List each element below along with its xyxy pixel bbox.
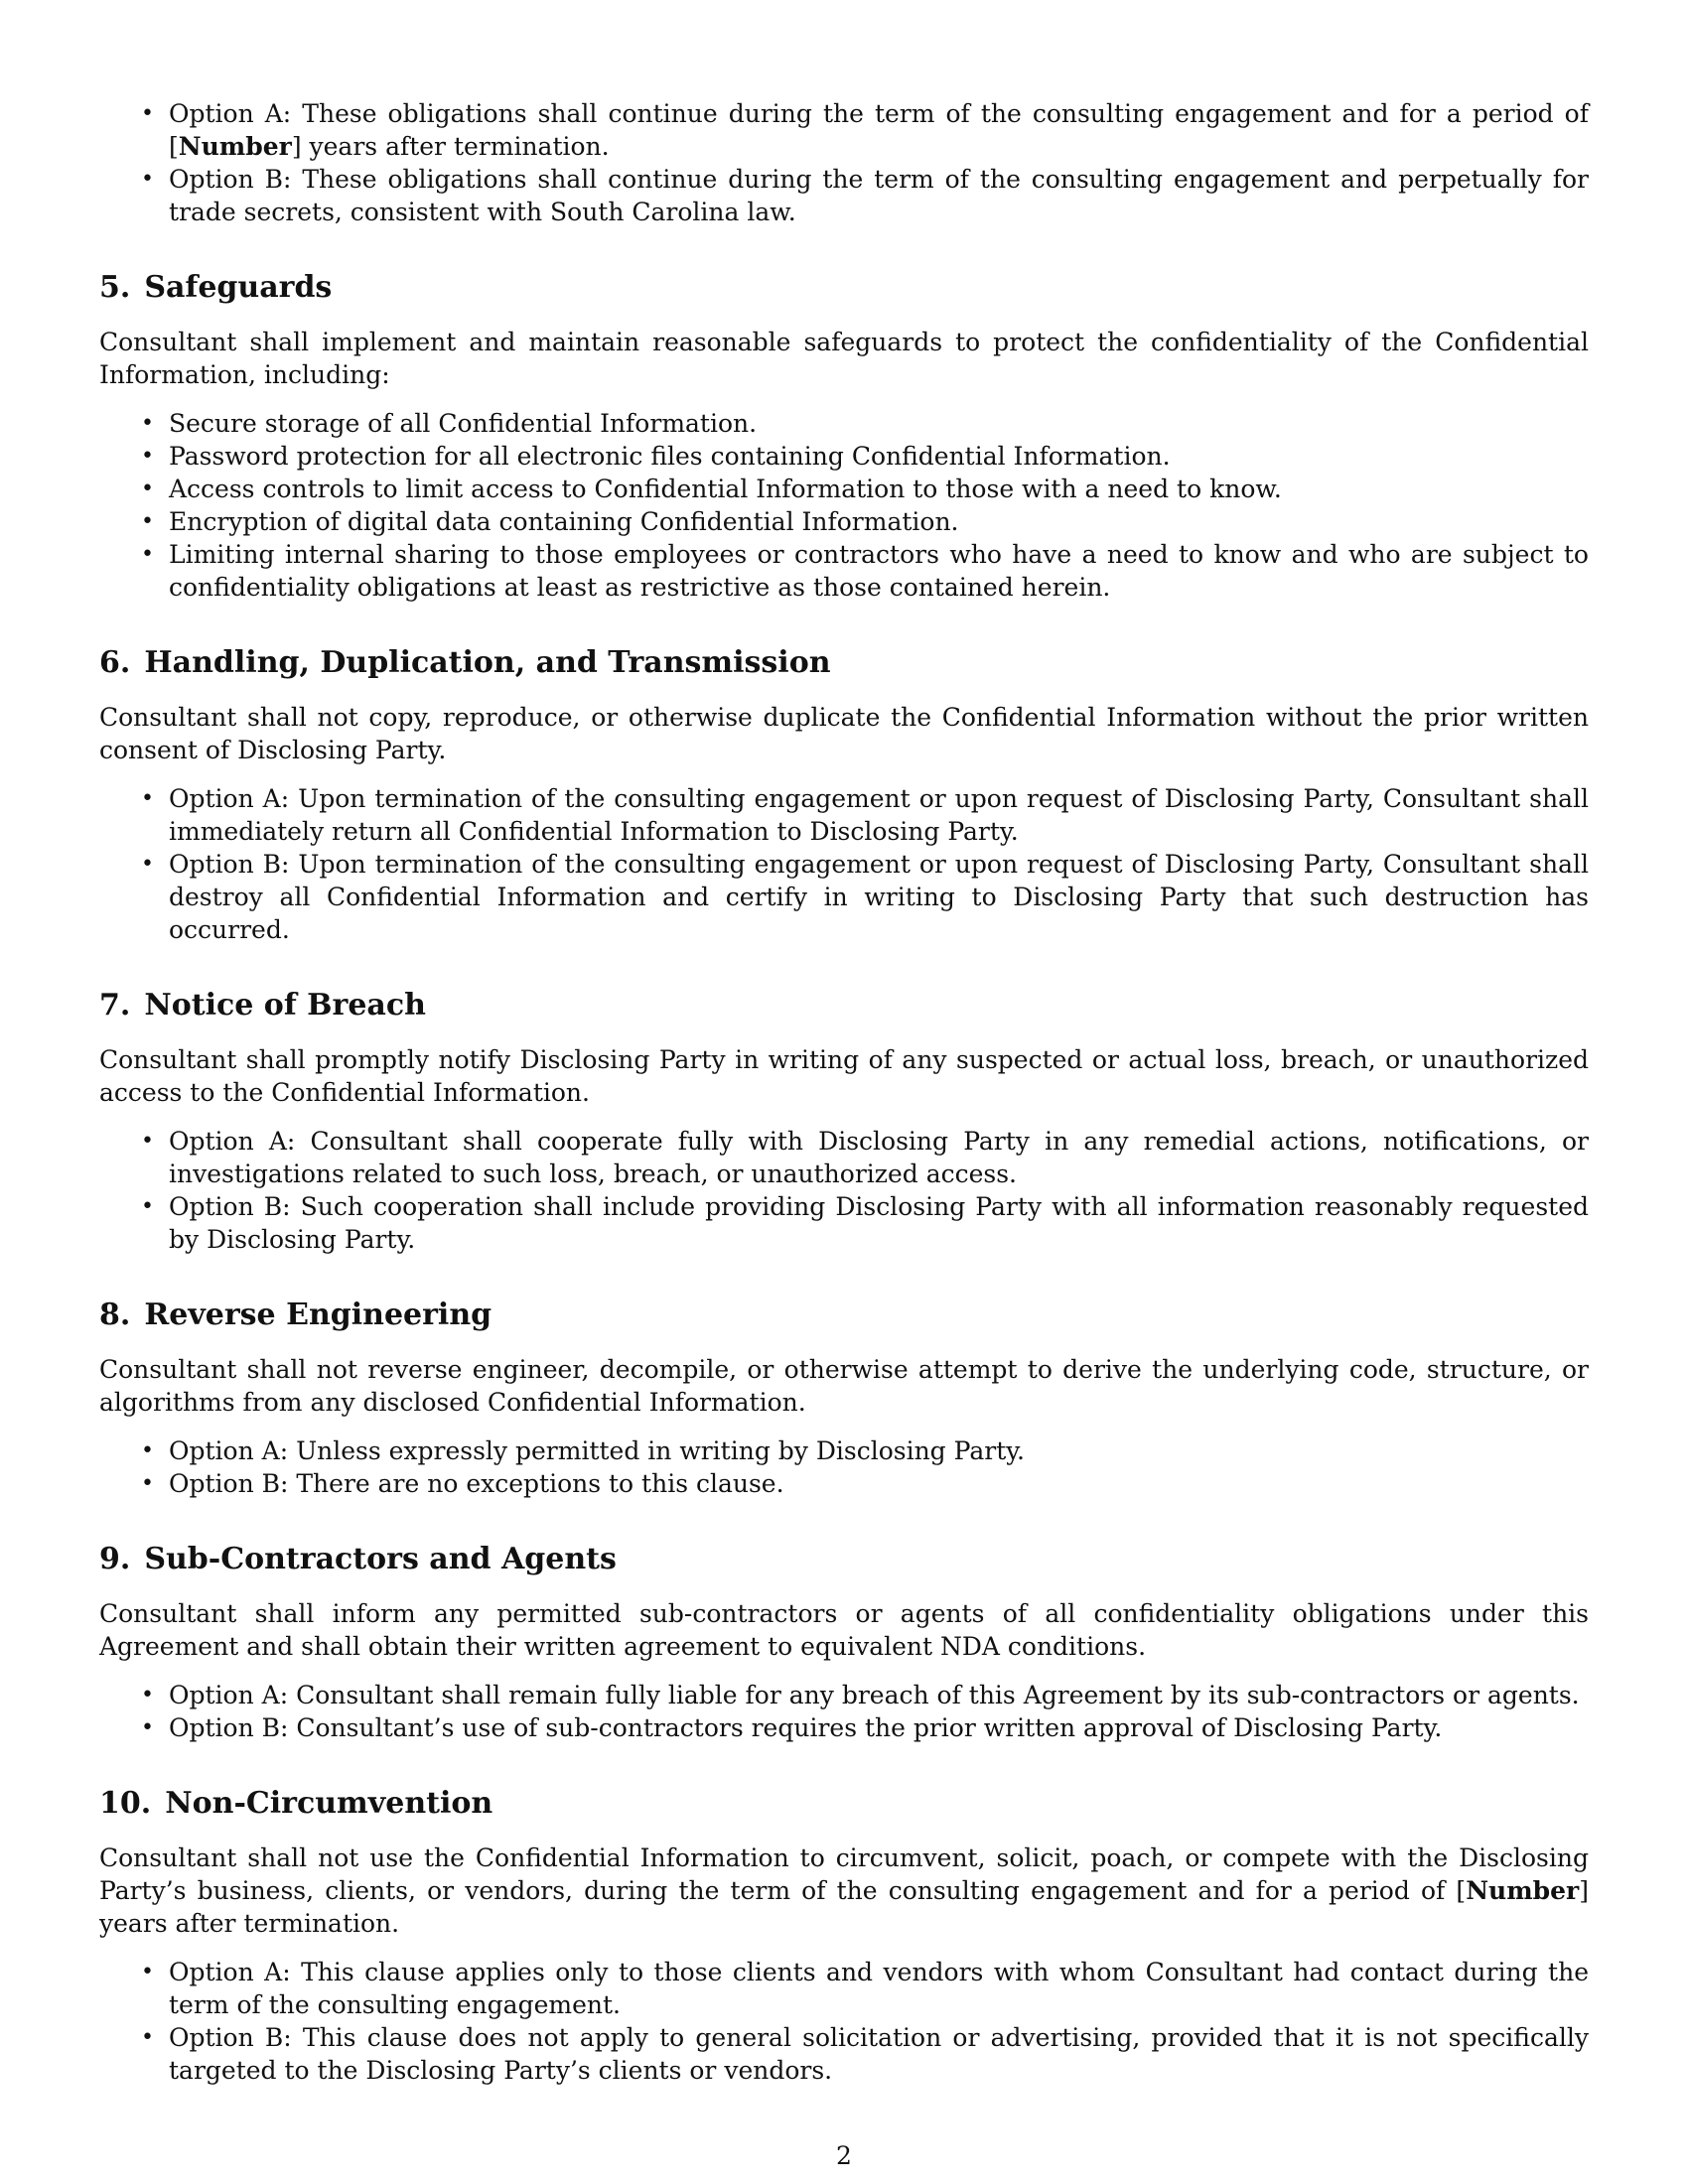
- bullet-icon: •: [141, 167, 154, 192]
- list-item: • Access controls to limit access to Confidential Information to those with a need to know.: [141, 475, 1282, 503]
- bullet-icon: •: [141, 1194, 154, 1219]
- bullet-icon: •: [141, 1471, 154, 1496]
- bullet-icon: •: [141, 509, 154, 534]
- section-list: [99, 1434, 1589, 1500]
- list-item: • Option A: This clause applies only to those clients and vendors with whom Consultant had contact during the term of the consulting engagement.: [141, 1958, 1589, 2019]
- retention-options-list: [99, 97, 1589, 228]
- bullet-icon: •: [141, 1960, 154, 1984]
- list-item: • Option B: There are no exceptions to this clause.: [141, 1469, 784, 1498]
- list-item: • Encryption of digital data containing Confidential Information.: [141, 507, 959, 536]
- section-paragraph: Consultant shall promptly notify Disclosing Party in writing of any suspected or actual loss, breach, or unauthorized access to the Confidential Information.: [99, 1045, 1589, 1107]
- list-item: • Option B: Consultant’s use of sub-contractors requires the prior written approval of Disclosing Party.: [141, 1713, 1443, 1742]
- section-heading: 5. Safeguards: [99, 270, 333, 305]
- bullet-icon: •: [141, 542, 154, 567]
- list-item: • Secure storage of all Confidential Information.: [141, 409, 758, 438]
- list-item: • Limiting internal sharing to those employees or contractors who have a need to know and who are subject to confidentiality obligations at least as restrictive as those contained herein.: [141, 540, 1589, 602]
- section-notice-of-breach: [99, 988, 1589, 1256]
- bullet-icon: •: [141, 411, 154, 436]
- section-list: [99, 1956, 1589, 2087]
- bullet-icon: •: [141, 1715, 154, 1740]
- bullet-icon: •: [141, 2025, 154, 2050]
- section-paragraph: Consultant shall implement and maintain reasonable safeguards to protect the confidentiality of the Confidential Information, including:: [99, 328, 1589, 389]
- section-list: [99, 1679, 1589, 1744]
- list-item: • Option A: Consultant shall cooperate fully with Disclosing Party in any remedial actions, notifications, or investigations related to such loss, breach, or unauthorized access.: [141, 1127, 1589, 1188]
- list-item: • Option A: Consultant shall remain fully liable for any breach of this Agreement by its sub-contractors or agents.: [141, 1681, 1580, 1709]
- list-item: • Option A: Unless expressly permitted in writing by Disclosing Party.: [141, 1436, 1025, 1465]
- section-sub-contractors: [99, 1542, 1589, 1744]
- bullet-icon: •: [141, 1683, 154, 1707]
- section-paragraph: Consultant shall not use the Confidential Information to circumvent, solicit, poach, or compete with the Disclosing Party’s business, clients, or vendors, during the term of the consulting engagement and for a period of [Number] years after termination.: [99, 1843, 1589, 1938]
- bullet-icon: •: [141, 1438, 154, 1463]
- section-safeguards: [99, 270, 1589, 604]
- bullet-icon: •: [141, 786, 154, 811]
- list-item: • Option A: Upon termination of the consulting engagement or upon request of Disclosing Party, Consultant shall immediately return all Confidential Information to Disclosing Party.: [141, 784, 1589, 846]
- section-paragraph: Consultant shall not reverse engineer, decompile, or otherwise attempt to derive the underlying code, structure, or algorithms from any disclosed Confidential Information.: [99, 1355, 1589, 1417]
- bullet-icon: •: [141, 444, 154, 469]
- list-item: • Password protection for all electronic files containing Confidential Information.: [141, 442, 1171, 471]
- section-handling: [99, 645, 1589, 946]
- section-list: [99, 782, 1589, 946]
- bullet-icon: •: [141, 1129, 154, 1154]
- section-heading: 7. Notice of Breach: [99, 988, 426, 1023]
- page-number: 2: [836, 2141, 852, 2170]
- list-item: • Option A: These obligations shall continue during the term of the consulting engagement and for a period of [Number] years after termination.: [141, 99, 1589, 161]
- section-heading: 10. Non-Circumvention: [99, 1786, 493, 1821]
- bullet-icon: •: [141, 101, 154, 126]
- document-page: [99, 97, 1589, 2087]
- list-item: • Option B: Upon termination of the consulting engagement or upon request of Disclosing Party, Consultant shall destroy all Confidential Information and certify in writing to Disclosing Party that such destruction has occurred.: [141, 850, 1589, 944]
- section-reverse-engineering: [99, 1297, 1589, 1500]
- section-paragraph: Consultant shall not copy, reproduce, or otherwise duplicate the Confidential Information without the prior written consent of Disclosing Party.: [99, 703, 1589, 764]
- bullet-icon: •: [141, 477, 154, 501]
- list-item: • Option B: These obligations shall continue during the term of the consulting engagement and perpetually for trade secrets, consistent with South Carolina law.: [141, 165, 1589, 226]
- section-non-circumvention: [99, 1786, 1589, 2087]
- list-item: • Option B: Such cooperation shall include providing Disclosing Party with all information reasonably requested by Disclosing Party.: [141, 1192, 1589, 1254]
- section-heading: 6. Handling, Duplication, and Transmission: [99, 645, 831, 680]
- bullet-icon: •: [141, 852, 154, 877]
- section-list: [99, 1125, 1589, 1256]
- section-list: [99, 407, 1589, 604]
- section-paragraph: Consultant shall inform any permitted sub-contractors or agents of all confidentiality obligations under this Agreement and shall obtain their written agreement to equivalent NDA conditions.: [99, 1599, 1589, 1661]
- section-heading: 8. Reverse Engineering: [99, 1297, 492, 1332]
- list-item: • Option B: This clause does not apply to general solicitation or advertising, provided that it is not specifically targeted to the Disclosing Party’s clients or vendors.: [141, 2023, 1589, 2085]
- section-heading: 9. Sub-Contractors and Agents: [99, 1542, 617, 1576]
